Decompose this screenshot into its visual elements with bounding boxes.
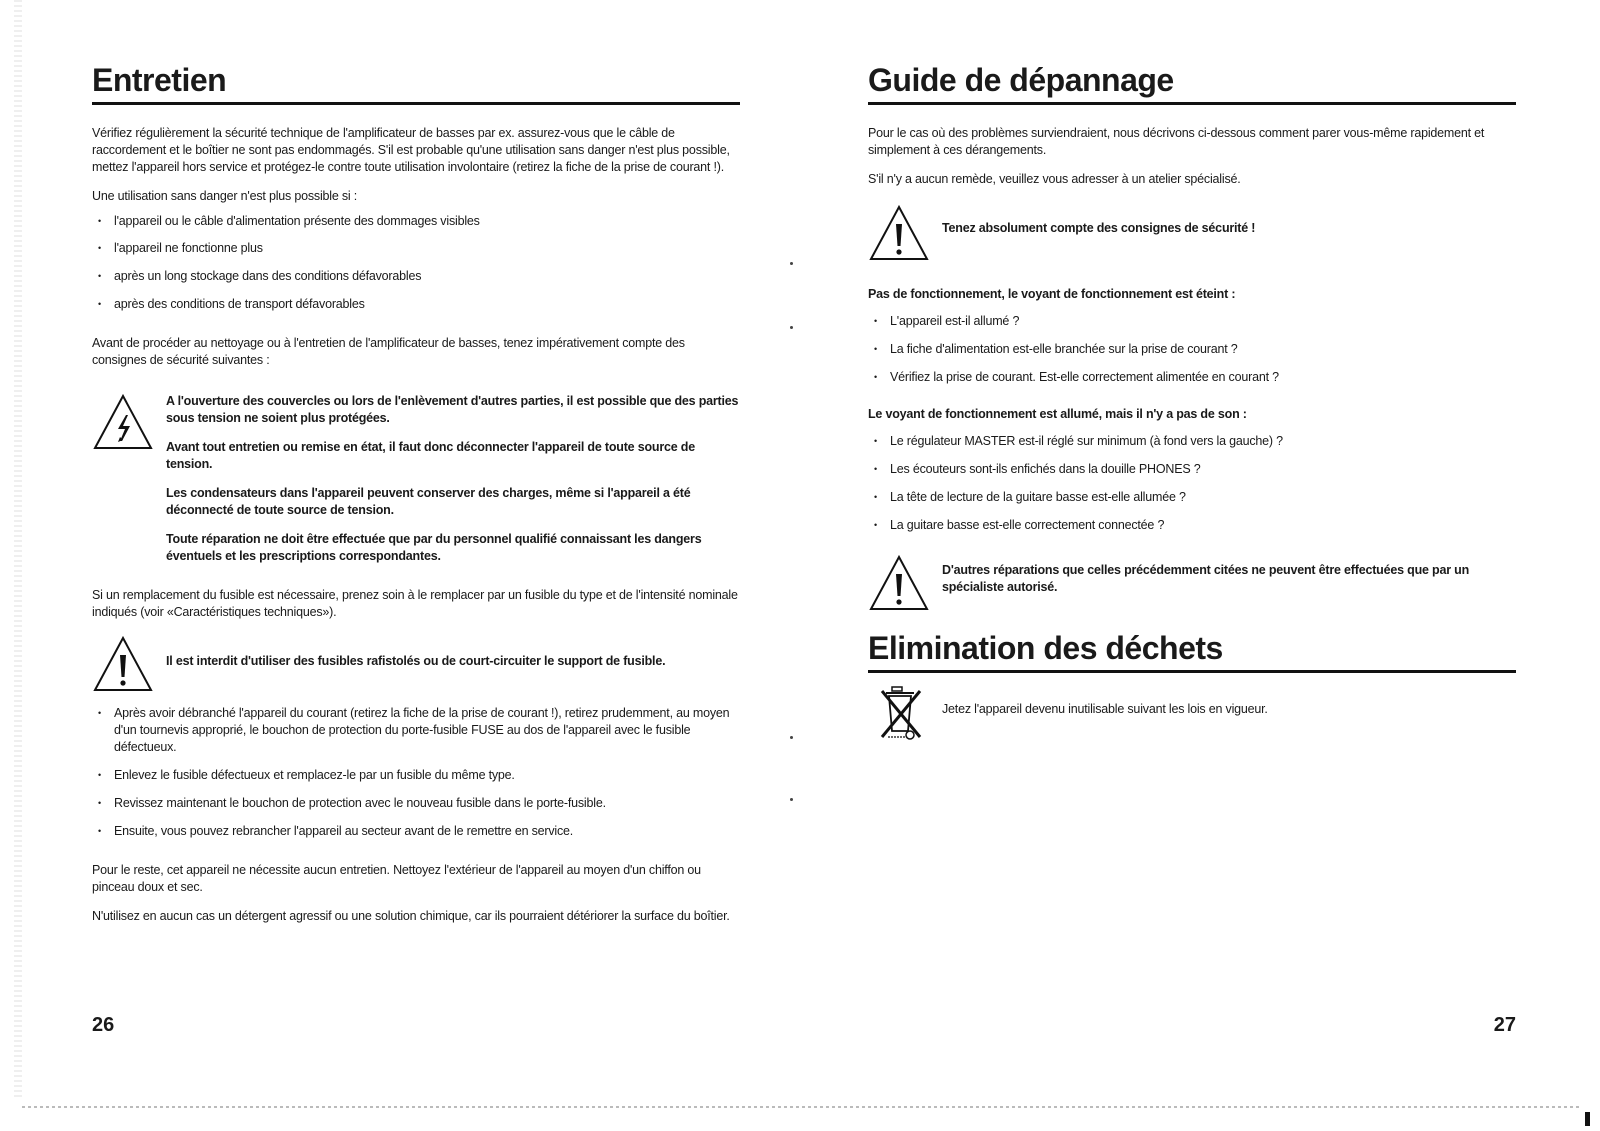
list-item: • l'appareil ne fonctionne plus: [92, 240, 740, 257]
unsafe-list: [92, 213, 740, 313]
stray-dot: [790, 736, 793, 739]
right-page: [868, 0, 1516, 1131]
unsafe-intro: Une utilisation sans danger n'est plus possible si :: [92, 189, 358, 203]
list-item: • L'appareil est-il allumé ?: [868, 313, 1516, 330]
list-item: • après des conditions de transport défavorables: [92, 296, 740, 313]
list-item: • La guitare basse est-elle correctement connectée ?: [868, 517, 1516, 534]
fuse-intro: Si un remplacement du fusible est nécessaire, prenez soin à le remplacer par un fusible du type et de l'intensité nominale indiqués (voir «Caractéristiques techniques»).: [92, 588, 738, 619]
section-title-entretien: Entretien: [92, 60, 740, 105]
list-item: • Le régulateur MASTER est-il réglé sur minimum (à fond vers la gauche) ?: [868, 433, 1516, 450]
problem-2-list: [868, 433, 1516, 534]
list-item: • La fiche d'alimentation est-elle branchée sur la prise de courant ?: [868, 341, 1516, 358]
rest-text: Pour le reste, cet appareil ne nécessite aucun entretien. Nettoyez l'extérieur de l'appareil au moyen d'un chiffon ou pinceau doux et sec.: [92, 863, 701, 894]
no-detergent-text: N'utilisez en aucun cas un détergent agressif ou une solution chimique, car ils pourraient détériorer la surface du boîtier.: [92, 909, 730, 923]
list-item: • Vérifiez la prise de courant. Est-elle correctement alimentée en courant ?: [868, 369, 1516, 386]
stray-dot: [790, 262, 793, 265]
scan-edge-left: [14, 0, 22, 1100]
problem-2-title: Le voyant de fonctionnement est allumé, mais il n'y a pas de son :: [868, 407, 1247, 421]
list-item: • La tête de lecture de la guitare basse est-elle allumée ?: [868, 489, 1516, 506]
list-item: • Enlevez le fusible défectueux et remplacez-le par un fusible du même type.: [92, 767, 740, 784]
list-item: • Les écouteurs sont-ils enfichés dans la douille PHONES ?: [868, 461, 1516, 478]
maintenance-intro: Vérifiez régulièrement la sécurité technique de l'amplificateur de basses par ex. assurez-vous que le câble de raccordement et le boîtier ne sont pas endommagés. S'il est probable qu'une utilisation sans danger n'est plus possible, mettez l'appareil hors service et protégez-le contre toute utilisation involontaire (retirez la fiche de la prise de courant !).: [92, 126, 730, 174]
voltage-warning-2: Avant tout entretien ou remise en état, il faut donc déconnecter l'appareil de toute source de tension.: [166, 440, 695, 471]
troubleshooting-intro: Pour le cas où des problèmes surviendraient, nous décrivons ci-dessous comment parer vous-même rapidement et simplement à ces dérangements.: [868, 126, 1485, 157]
disposal-text: Jetez l'appareil devenu inutilisable suivant les lois en vigueur.: [942, 702, 1268, 716]
before-cleaning-text: Avant de procéder au nettoyage ou à l'entretien de l'amplificateur de basses, tenez impérativement compte des consignes de sécurité suivantes :: [92, 336, 685, 367]
voltage-warning-1: A l'ouverture des couvercles ou lors de l'enlèvement d'autres parties, il est possible que des parties sous tension ne soient plus protégées.: [166, 394, 739, 425]
list-item: • Après avoir débranché l'appareil du courant (retirez la fiche de la prise de courant !), retirez prudemment, au moyen d'un tournevis approprié, le bouchon de protection du porte-fusible FUSE au dos de l'appareil avec le fusible défectueux.: [92, 705, 740, 756]
voltage-warning-box: [92, 393, 740, 565]
page-number: 27: [1493, 1014, 1516, 1036]
specialist-warning-box: [868, 554, 1516, 614]
problem-1-list: [868, 313, 1516, 386]
problem-1-title: Pas de fonctionnement, le voyant de fonctionnement est éteint :: [868, 287, 1236, 301]
fuse-warning-text: Il est interdit d'utiliser des fusibles rafistolés ou de court-circuiter le support de fusible.: [166, 654, 666, 668]
safety-warning-text: Tenez absolument compte des consignes de sécurité !: [942, 221, 1256, 235]
section-title-depannage: Guide de dépannage: [868, 60, 1516, 105]
page-number: 26: [92, 1014, 115, 1036]
scan-edge-mark: [1585, 1112, 1590, 1126]
warning-triangle-icon: [92, 635, 154, 698]
disposal-box: [868, 683, 1516, 743]
list-item: • Ensuite, vous pouvez rebrancher l'appareil au secteur avant de le remettre en service.: [92, 823, 740, 840]
section-title-elimination: Elimination des déchets: [868, 628, 1516, 673]
stray-dot: [790, 326, 793, 329]
crossed-out-bin-icon: [880, 685, 926, 748]
list-item: • Revissez maintenant le bouchon de protection avec le nouveau fusible dans le porte-fusible.: [92, 795, 740, 812]
no-remedy-text: S'il n'y a aucun remède, veuillez vous adresser à un atelier spécialisé.: [868, 172, 1241, 186]
left-page: [92, 0, 740, 1131]
list-item: • après un long stockage dans des conditions défavorables: [92, 268, 740, 285]
stray-dot: [790, 798, 793, 801]
safety-warning-box: [868, 204, 1516, 268]
warning-triangle-icon: [868, 554, 930, 617]
warning-triangle-icon: [868, 204, 930, 267]
high-voltage-triangle-icon: [92, 393, 154, 456]
voltage-warning-4: Toute réparation ne doit être effectuée que par du personnel qualifié connaissant les dangers éventuels et les prescriptions correspondantes.: [166, 532, 702, 563]
voltage-warning-3: Les condensateurs dans l'appareil peuvent conserver des charges, même si l'appareil a été déconnecté de toute source de tension.: [166, 486, 691, 517]
specialist-warning-text: D'autres réparations que celles précédemment citées ne peuvent être effectuées que par un spécialiste autorisé.: [942, 563, 1470, 594]
fuse-warning-box: [92, 635, 740, 695]
list-item: • l'appareil ou le câble d'alimentation présente des dommages visibles: [92, 213, 740, 230]
fuse-steps-list: [92, 705, 740, 840]
